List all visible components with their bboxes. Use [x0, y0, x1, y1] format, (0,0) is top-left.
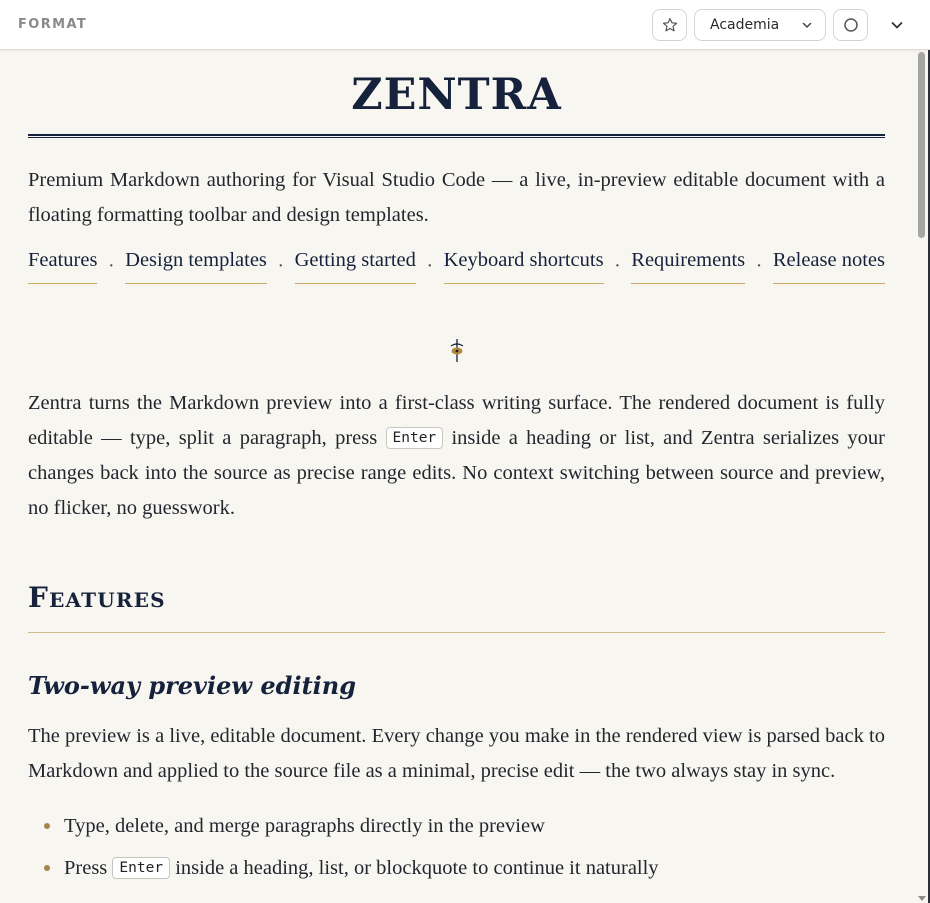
list-item [28, 805, 885, 847]
circle-icon [843, 17, 859, 33]
link-separator: · [755, 255, 763, 277]
feature-list [28, 805, 885, 889]
favorite-button[interactable] [652, 9, 687, 41]
link-requirements[interactable]: Requirements [631, 249, 745, 284]
chevron-down-icon [890, 18, 904, 32]
link-separator: · [277, 255, 285, 277]
link-release-notes[interactable]: Release notes [773, 249, 885, 284]
list-item [28, 847, 885, 889]
theme-select[interactable] [694, 9, 826, 41]
document-preview[interactable] [28, 50, 885, 903]
section-divider [28, 632, 885, 633]
bullet-icon [44, 865, 50, 871]
link-keyboard-shortcuts[interactable]: Keyboard shortcuts [444, 249, 604, 284]
section-heading-features: Features [28, 581, 166, 614]
list-item-text-after: inside a heading, list, or blockquote to continue it naturally [170, 857, 659, 879]
overview-text-after: inside a heading or list, and Zentra serializes your changes back into the source as precise range edits. No context switching between source and preview, no flicker, no guesswork. [28, 427, 885, 519]
scroll-down-arrow-icon[interactable] [918, 896, 926, 901]
scrollbar-thumb[interactable] [918, 52, 925, 238]
chevron-down-icon [801, 19, 813, 31]
ornament-divider [28, 336, 885, 366]
link-design-templates[interactable]: Design templates [125, 249, 267, 284]
fleuron-icon [447, 336, 467, 364]
expand-toolbar-button[interactable] [882, 9, 912, 41]
subheading-two-way-editing: Two-way preview editing [28, 671, 357, 700]
intro-paragraph: Premium Markdown authoring for Visual Studio Code — a live, in-preview editable document with a floating formatting toolbar and design templates. [28, 169, 885, 226]
link-getting-started[interactable]: Getting started [295, 249, 416, 284]
overview-text-before: Zentra turns the Markdown preview into a first-class writing surface. The rendered document is fully editable — type, split a paragraph, press [28, 392, 885, 449]
enter-key-code: Enter [386, 427, 444, 449]
title-divider [28, 134, 885, 138]
format-toolbar [0, 0, 930, 50]
toggle-button[interactable] [833, 9, 868, 41]
table-of-contents-links [28, 249, 885, 284]
bullet-icon [44, 823, 50, 829]
list-item-text-before: Press [64, 857, 113, 879]
document-title: ZENTRA [351, 70, 562, 120]
enter-key-code: Enter [112, 857, 170, 879]
overview-paragraph [28, 386, 885, 526]
star-icon [662, 17, 678, 33]
link-separator: · [614, 255, 621, 277]
link-separator: · [107, 255, 115, 277]
link-separator: · [426, 255, 434, 277]
theme-select-value: Academia [710, 17, 780, 33]
toolbar-label: FORMAT [18, 17, 88, 32]
two-way-editing-paragraph: The preview is a live, editable document. Every change you make in the rendered view is parsed back to Markdown and applied to the source file as a minimal, precise edit — the two always stay in sync. [28, 725, 885, 782]
link-features[interactable]: Features [28, 249, 97, 284]
list-item-text: Type, delete, and merge paragraphs directly in the preview [64, 815, 545, 837]
